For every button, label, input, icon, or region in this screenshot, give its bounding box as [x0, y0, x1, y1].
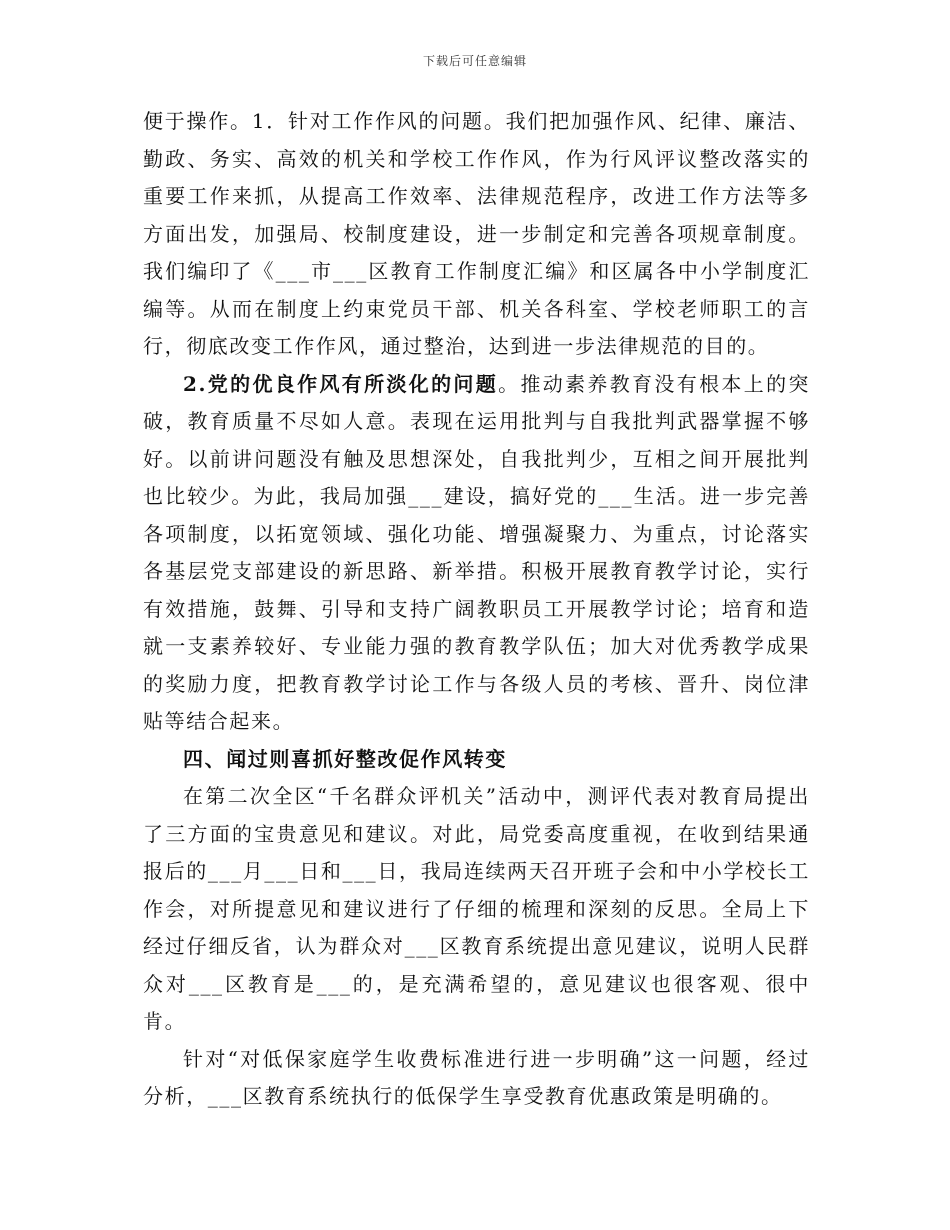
- paragraph-party-style-lead: 2.党的优良作风有所淡化的问题: [183, 371, 499, 396]
- section-heading-four: 四、闻过则喜抓好整改促作风转变: [183, 746, 507, 771]
- page-header-note: 下载后可任意编辑: [422, 54, 527, 68]
- paragraph-evaluation-activity: 在第二次全区“千名群众评机关”活动中，测评代表对教育局提出了三方面的宝贵意见和建议。对此，局党委高度重视，在收到结果通报后的___月___日和___日，我局连续两天召开班子会和中小学校长工作会，对所提意见和建议进行了仔细的梳理和深刻的反思。全局上下经过仔细反省，认为群众对___区教育系统提出意见建议，说明人民群众对___区教育是___的，是充满希望的，意见建议也很客观、很中肯。: [143, 784, 810, 1033]
- paragraph-party-style-body: 。推动素养教育没有根本上的突破，教育质量不尽如人意。表现在运用批判与自我批判武器掌握不够好。以前讲问题没有触及思想深处，自我批判少，互相之间开展批判也比较少。为此，我局加强___建设，搞好党的___生活。进一步完善各项制度，以拓宽领域、强化功能、增强凝聚力、为重点，讨论落实各基层党支部建设的新思路、新举措。积极开展教育教学讨论，实行有效措施，鼓舞、引导和支持广阔教职员工开展教学讨论；培育和造就一支素养较好、专业能力强的教育教学队伍；加大对优秀教学成果的奖励力度，把教育教学讨论工作与各级人员的考核、晋升、岗位津贴等结合起来。: [143, 371, 810, 733]
- paragraph-party-style: [143, 366, 810, 741]
- document-body: [143, 103, 810, 1116]
- paragraph-low-income-fees: 针对“对低保家庭学生收费标准进行进一步明确”这一问题，经过分析，___区教育系统执行的低保学生享受教育优惠政策是明确的。: [143, 1046, 810, 1108]
- paragraph-work-style: 便于操作。1．针对工作作风的问题。我们把加强作风、纪律、廉洁、勤政、务实、高效的机关和学校工作作风，作为行风评议整改落实的重要工作来抓，从提高工作效率、法律规范程序，改进工作方法等多方面出发，加强局、校制度建设，进一步制定和完善各项规章制度。我们编印了《___市___区教育工作制度汇编》和区属各中小学制度汇编等。从而在制度上约束党员干部、机关各科室、学校老师职工的言行，彻底改变工作作风，通过整治，达到进一步法律规范的目的。: [143, 109, 810, 358]
